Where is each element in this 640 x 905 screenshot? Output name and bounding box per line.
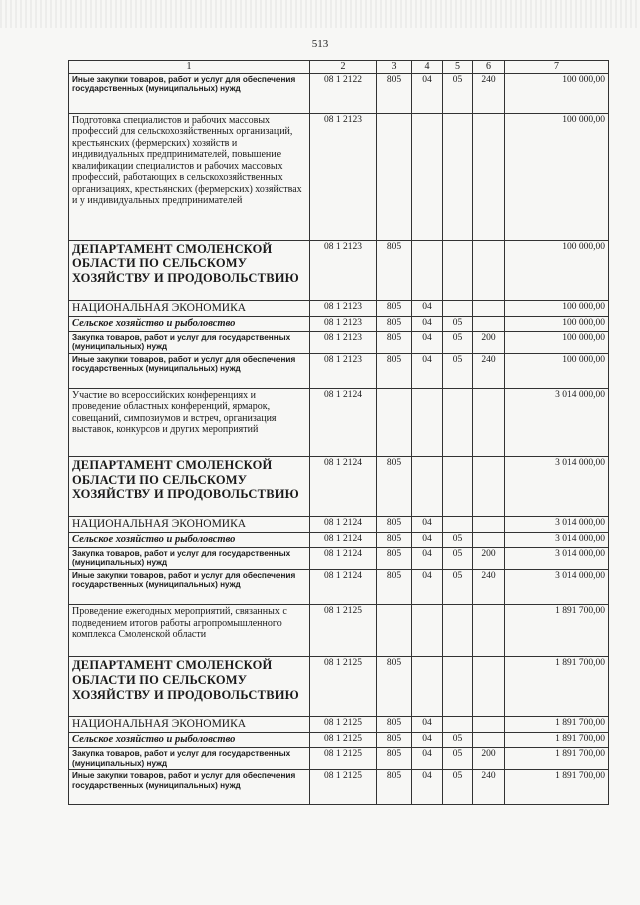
budget-table [68,60,609,805]
name-cell: Проведение ежегодных мероприятий, связанных с подведением итогов работы агропромышленного комплекса Смоленской области [69,605,310,657]
vr-cell [473,388,505,456]
rz-cell: 04 [412,331,443,353]
csr-cell: 08 1 2123 [310,353,377,388]
amount-cell: 1 891 700,00 [505,657,609,717]
rz-cell: 04 [412,316,443,331]
name-cell: НАЦИОНАЛЬНАЯ ЭКОНОМИКА [69,717,310,733]
grbs-cell: 805 [377,533,412,548]
table-row [69,516,609,532]
table-row [69,605,609,657]
name-cell: Сельское хозяйство и рыболовство [69,316,310,331]
csr-cell: 08 1 2124 [310,533,377,548]
amount-cell: 100 000,00 [505,113,609,240]
name-cell: НАЦИОНАЛЬНАЯ ЭКОНОМИКА [69,516,310,532]
amount-cell: 1 891 700,00 [505,733,609,748]
pr-cell [443,456,473,516]
amount-cell: 1 891 700,00 [505,605,609,657]
csr-cell: 08 1 2123 [310,240,377,300]
rz-cell [412,113,443,240]
pr-cell [443,388,473,456]
name-cell: ДЕПАРТАМЕНТ СМОЛЕНСКОЙ ОБЛАСТИ ПО СЕЛЬСКОМУ ХОЗЯЙСТВУ И ПРОДОВОЛЬСТВИЮ [69,657,310,717]
grbs-cell: 805 [377,353,412,388]
rz-cell [412,456,443,516]
table-row [69,733,609,748]
table-row [69,113,609,240]
rz-cell: 04 [412,748,443,770]
amount-cell: 3 014 000,00 [505,388,609,456]
table-row [69,388,609,456]
vr-cell: 240 [473,570,505,605]
pr-cell: 05 [443,548,473,570]
table-row [69,533,609,548]
name-cell: ДЕПАРТАМЕНТ СМОЛЕНСКОЙ ОБЛАСТИ ПО СЕЛЬСКОМУ ХОЗЯЙСТВУ И ПРОДОВОЛЬСТВИЮ [69,456,310,516]
table-row [69,331,609,353]
name-cell: Закупка товаров, работ и услуг для государственных (муниципальных) нужд [69,748,310,770]
table-row [69,748,609,770]
rz-cell [412,657,443,717]
vr-cell [473,240,505,300]
grbs-cell: 805 [377,717,412,733]
header-cell: 3 [377,61,412,74]
pr-cell [443,113,473,240]
pr-cell: 05 [443,533,473,548]
grbs-cell: 805 [377,548,412,570]
name-cell: Иные закупки товаров, работ и услуг для обеспечения государственных (муниципальных) нужд [69,73,310,113]
grbs-cell: 805 [377,240,412,300]
name-cell: Иные закупки товаров, работ и услуг для обеспечения государственных (муниципальных) нужд [69,770,310,805]
amount-cell: 3 014 000,00 [505,570,609,605]
amount-cell: 1 891 700,00 [505,748,609,770]
amount-cell: 3 014 000,00 [505,456,609,516]
csr-cell: 08 1 2123 [310,316,377,331]
grbs-cell: 805 [377,316,412,331]
grbs-cell: 805 [377,331,412,353]
table-row [69,657,609,717]
grbs-cell: 805 [377,456,412,516]
name-cell: Участие во всероссийских конференциях и проведение областных конференций, ярмарок, совещаний, симпозиумов и встреч, организация выставок, конкурсов и других мероприятий [69,388,310,456]
csr-cell: 08 1 2123 [310,331,377,353]
csr-cell: 08 1 2125 [310,657,377,717]
pr-cell [443,717,473,733]
name-cell: НАЦИОНАЛЬНАЯ ЭКОНОМИКА [69,300,310,316]
pr-cell: 05 [443,770,473,805]
pr-cell: 05 [443,73,473,113]
vr-cell [473,113,505,240]
csr-cell: 08 1 2124 [310,388,377,456]
csr-cell: 08 1 2124 [310,570,377,605]
vr-cell: 240 [473,73,505,113]
csr-cell: 08 1 2125 [310,748,377,770]
csr-cell: 08 1 2125 [310,605,377,657]
amount-cell: 1 891 700,00 [505,770,609,805]
amount-cell: 3 014 000,00 [505,548,609,570]
csr-cell: 08 1 2124 [310,456,377,516]
name-cell: Закупка товаров, работ и услуг для государственных (муниципальных) нужд [69,548,310,570]
csr-cell: 08 1 2122 [310,73,377,113]
csr-cell: 08 1 2124 [310,516,377,532]
table-row [69,73,609,113]
rz-cell: 04 [412,533,443,548]
vr-cell: 200 [473,548,505,570]
pr-cell [443,605,473,657]
rz-cell: 04 [412,353,443,388]
vr-cell [473,316,505,331]
rz-cell: 04 [412,733,443,748]
name-cell: ДЕПАРТАМЕНТ СМОЛЕНСКОЙ ОБЛАСТИ ПО СЕЛЬСКОМУ ХОЗЯЙСТВУ И ПРОДОВОЛЬСТВИЮ [69,240,310,300]
header-row [69,61,609,74]
rz-cell: 04 [412,548,443,570]
header-cell: 2 [310,61,377,74]
amount-cell: 3 014 000,00 [505,516,609,532]
rz-cell [412,605,443,657]
page-number: 513 [311,38,329,50]
amount-cell: 100 000,00 [505,316,609,331]
table-row [69,770,609,805]
pr-cell [443,300,473,316]
name-cell: Сельское хозяйство и рыболовство [69,533,310,548]
grbs-cell [377,605,412,657]
pr-cell: 05 [443,331,473,353]
scan-noise-strip [0,0,640,28]
name-cell: Сельское хозяйство и рыболовство [69,733,310,748]
name-cell: Иные закупки товаров, работ и услуг для обеспечения государственных (муниципальных) нужд [69,570,310,605]
table-row [69,240,609,300]
grbs-cell [377,388,412,456]
name-cell: Закупка товаров, работ и услуг для государственных (муниципальных) нужд [69,331,310,353]
table-row [69,353,609,388]
header-cell: 1 [69,61,310,74]
vr-cell [473,733,505,748]
pr-cell: 05 [443,733,473,748]
table-row [69,570,609,605]
rz-cell [412,388,443,456]
vr-cell [473,657,505,717]
grbs-cell: 805 [377,73,412,113]
vr-cell [473,717,505,733]
grbs-cell: 805 [377,770,412,805]
name-cell: Иные закупки товаров, работ и услуг для обеспечения государственных (муниципальных) нужд [69,353,310,388]
pr-cell: 05 [443,316,473,331]
table-row [69,300,609,316]
table-row [69,717,609,733]
amount-cell: 3 014 000,00 [505,533,609,548]
name-cell: Подготовка специалистов и рабочих массовых профессий для сельскохозяйственных организаций, крестьянских (фермерских) хозяйств и индивидуальных предпринимателей, повышение квалификации специалистов и рабочих массовых профессий, работающих в сельскохозяйственных организациях, крестьянских (фермерских) хозяйствах и у индивидуальных предпринимателей [69,113,310,240]
vr-cell [473,533,505,548]
csr-cell: 08 1 2125 [310,733,377,748]
pr-cell [443,657,473,717]
grbs-cell: 805 [377,657,412,717]
pr-cell: 05 [443,748,473,770]
vr-cell: 240 [473,353,505,388]
pr-cell [443,240,473,300]
rz-cell: 04 [412,770,443,805]
vr-cell: 200 [473,748,505,770]
table-row [69,316,609,331]
grbs-cell: 805 [377,733,412,748]
pr-cell: 05 [443,570,473,605]
table-row [69,456,609,516]
csr-cell: 08 1 2123 [310,300,377,316]
header-cell: 6 [473,61,505,74]
table-row [69,548,609,570]
amount-cell: 100 000,00 [505,240,609,300]
vr-cell [473,300,505,316]
amount-cell: 100 000,00 [505,73,609,113]
grbs-cell: 805 [377,748,412,770]
csr-cell: 08 1 2125 [310,717,377,733]
grbs-cell: 805 [377,516,412,532]
header-cell: 4 [412,61,443,74]
header-cell: 5 [443,61,473,74]
vr-cell: 200 [473,331,505,353]
grbs-cell [377,113,412,240]
pr-cell [443,516,473,532]
rz-cell: 04 [412,717,443,733]
csr-cell: 08 1 2124 [310,548,377,570]
vr-cell [473,516,505,532]
grbs-cell: 805 [377,570,412,605]
vr-cell: 240 [473,770,505,805]
csr-cell: 08 1 2123 [310,113,377,240]
rz-cell: 04 [412,516,443,532]
amount-cell: 100 000,00 [505,300,609,316]
rz-cell: 04 [412,73,443,113]
amount-cell: 100 000,00 [505,353,609,388]
rz-cell [412,240,443,300]
vr-cell [473,456,505,516]
amount-cell: 100 000,00 [505,331,609,353]
amount-cell: 1 891 700,00 [505,717,609,733]
rz-cell: 04 [412,570,443,605]
vr-cell [473,605,505,657]
grbs-cell: 805 [377,300,412,316]
csr-cell: 08 1 2125 [310,770,377,805]
header-cell: 7 [505,61,609,74]
rz-cell: 04 [412,300,443,316]
pr-cell: 05 [443,353,473,388]
